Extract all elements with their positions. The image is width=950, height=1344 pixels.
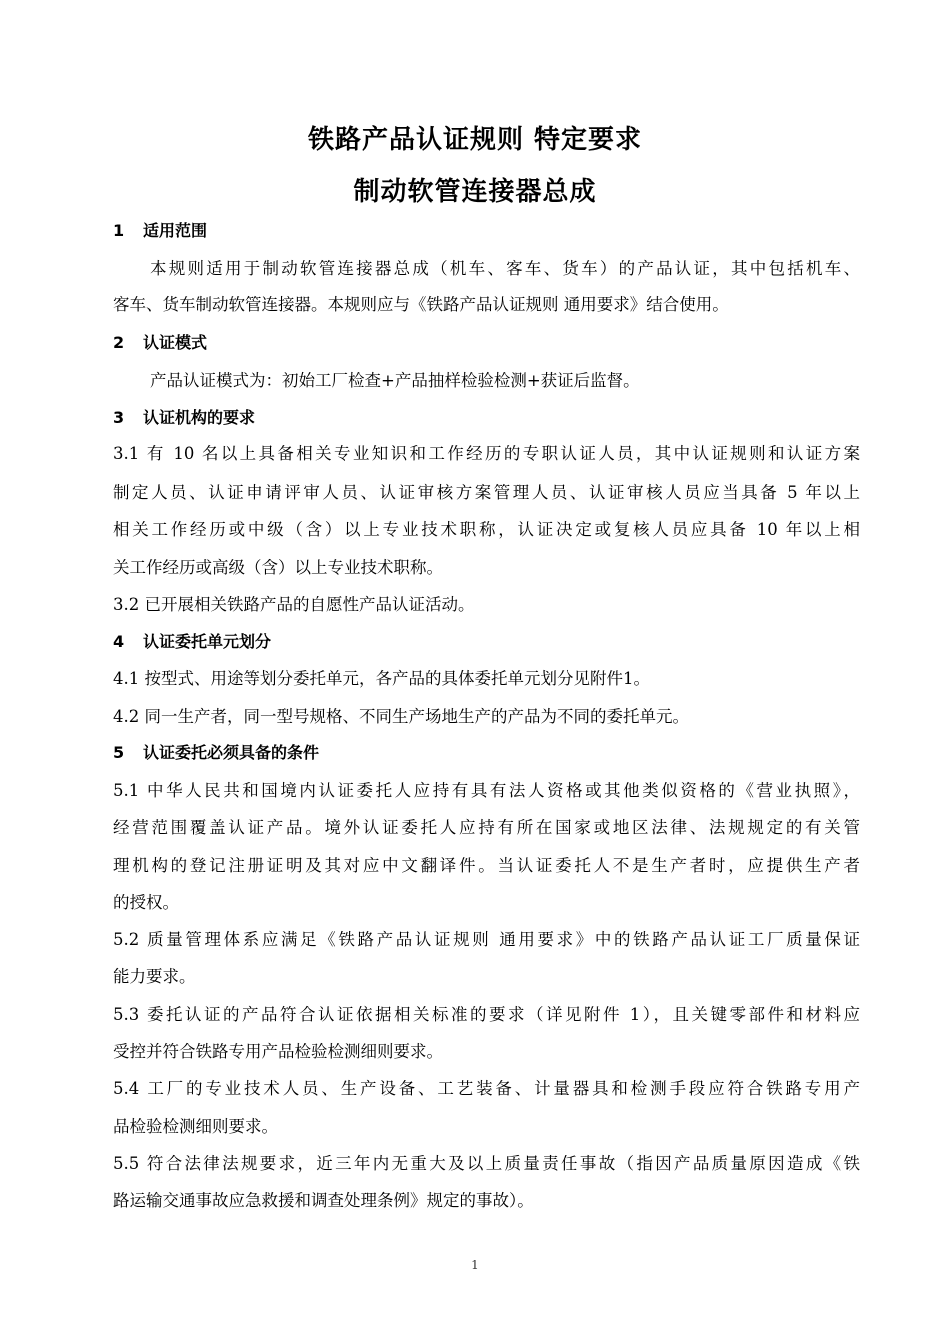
paragraph-line: 5.5 符合法律法规要求，近三年内无重大及以上质量责任事故（指因产品质量原因造成《铁 <box>113 1154 860 1173</box>
paragraph-line: 关工作经历或高级（含）以上专业技术职称。 <box>113 558 443 577</box>
section-heading-1 <box>113 220 860 242</box>
section-heading-4 <box>113 631 860 653</box>
paragraph-line: 受控并符合铁路专用产品检验检测细则要求。 <box>113 1042 443 1061</box>
document-title: 铁路产品认证规则 特定要求 <box>307 125 643 155</box>
section-number: 2 <box>113 333 125 352</box>
paragraph-line: 品检验检测细则要求。 <box>113 1117 278 1136</box>
section-number: 5 <box>113 743 125 762</box>
paragraph-line: 5.3 委托认证的产品符合认证依据相关标准的要求（详见附件 1），且关键零部件和材料应 <box>113 1005 860 1024</box>
paragraph-line: 客车、货车制动软管连接器。本规则应与《铁路产品认证规则 通用要求》结合使用。 <box>113 295 729 314</box>
page-number: 1 <box>471 1258 479 1272</box>
section-heading-2 <box>113 332 860 354</box>
paragraph-line: 能力要求。 <box>113 967 196 986</box>
paragraph-line: 路运输交通事故应急救援和调查处理条例》规定的事故）。 <box>113 1191 534 1210</box>
paragraph-line: 的授权。 <box>113 893 179 912</box>
section-title: 适用范围 <box>143 221 208 240</box>
paragraph-line: 制定人员、认证申请评审人员、认证审核方案管理人员、认证审核人员应当具备 5 年以上 <box>113 483 860 502</box>
section-title: 认证机构的要求 <box>143 408 256 427</box>
paragraph-line: 本规则适用于制动软管连接器总成（机车、客车、货车）的产品认证，其中包括机车、 <box>150 259 860 278</box>
document-subtitle: 制动软管连接器总成 <box>353 177 597 207</box>
paragraph-line: 产品认证模式为：初始工厂检查+产品抽样检验检测+获证后监督。 <box>150 371 640 390</box>
section-heading-5 <box>113 742 860 764</box>
paragraph-line: 4.2 同一生产者，同一型号规格、不同生产场地生产的产品为不同的委托单元。 <box>113 707 689 726</box>
paragraph-line: 经营范围覆盖认证产品。境外认证委托人应持有所在国家或地区法律、法规规定的有关管 <box>113 818 860 837</box>
paragraph-line: 相关工作经历或中级（含）以上专业技术职称，认证决定或复核人员应具备 10 年以上相 <box>113 520 860 539</box>
section-number: 1 <box>113 221 125 240</box>
paragraph-line: 5.1 中华人民共和国境内认证委托人应持有具有法人资格或其他类似资格的《营业执照》， <box>113 781 860 800</box>
paragraph-line: 5.4 工厂的专业技术人员、生产设备、工艺装备、计量器具和检测手段应符合铁路专用产 <box>113 1079 860 1098</box>
paragraph-line: 3.1 有 10 名以上具备相关专业知识和工作经历的专职认证人员，其中认证规则和认证方案 <box>113 444 860 463</box>
section-title: 认证委托单元划分 <box>143 632 272 651</box>
paragraph-line: 5.2 质量管理体系应满足《铁路产品认证规则 通用要求》中的铁路产品认证工厂质量保证 <box>113 930 860 949</box>
section-heading-3 <box>113 407 860 429</box>
paragraph-line: 理机构的登记注册证明及其对应中文翻译件。当认证委托人不是生产者时，应提供生产者 <box>113 856 860 875</box>
paragraph-line: 4.1 按型式、用途等划分委托单元，各产品的具体委托单元划分见附件1。 <box>113 669 650 688</box>
section-number: 4 <box>113 632 125 651</box>
paragraph-line: 3.2 已开展相关铁路产品的自愿性产品认证活动。 <box>113 595 475 614</box>
section-title: 认证委托必须具备的条件 <box>143 743 320 762</box>
section-number: 3 <box>113 408 125 427</box>
section-title: 认证模式 <box>143 333 208 352</box>
